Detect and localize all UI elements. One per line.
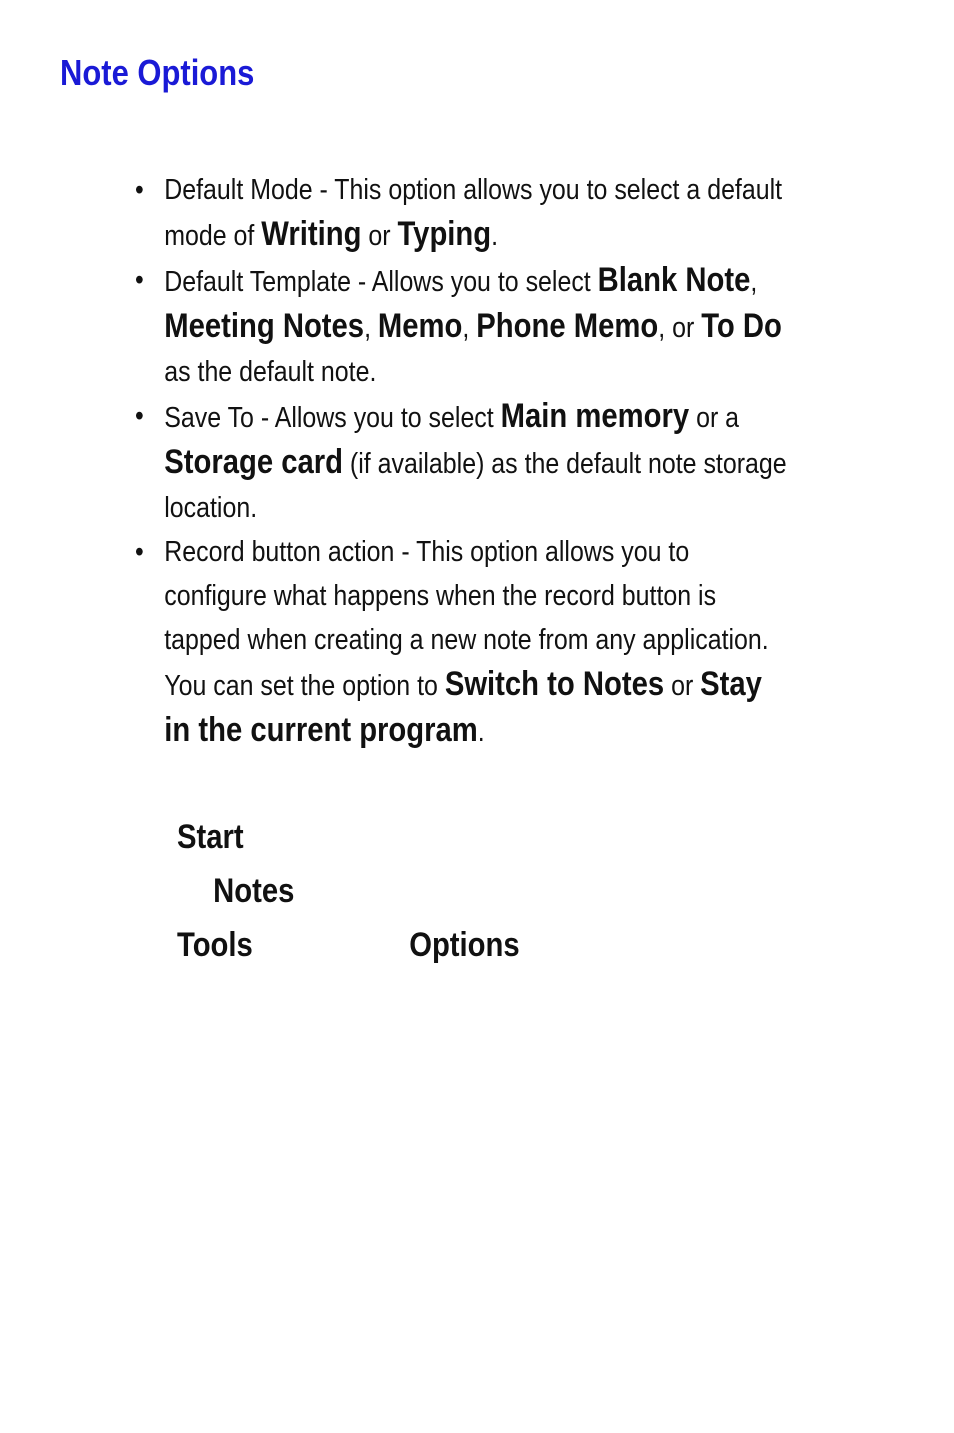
bullet: • (135, 536, 144, 568)
bullet: • (135, 264, 144, 296)
option-bold-meeting-notes: Meeting Notes (164, 307, 365, 345)
option-text: Default Template - Allows you to select (164, 266, 598, 298)
option-text: as the default note. (164, 356, 377, 388)
option-bold-switch-to-notes: Switch to Notes (444, 665, 665, 703)
option-text: Record button action - This option allows you to configure what happens when the record button is tapped when creating a new note from any application. You can set the option to (164, 536, 769, 702)
option-bold-stay-in-program: Stay in the current program (164, 665, 762, 749)
option-text: Save To - Allows you to select (164, 402, 501, 434)
option-bold-phone-memo: Phone Memo (476, 307, 659, 345)
option-text: or (664, 670, 701, 702)
option-bold-to-do: To Do (701, 307, 782, 345)
option-bold-blank-note: Blank Note (597, 261, 751, 299)
bullet: • (135, 400, 144, 432)
option-record-button-action (135, 530, 789, 754)
path-options: Options (409, 926, 520, 964)
path-tools: Tools (177, 926, 253, 964)
option-bold-typing: Typing (397, 215, 492, 253)
option-default-template (135, 258, 789, 394)
page-title: Note Options (60, 52, 255, 93)
option-save-to (135, 394, 789, 530)
path-notes: Notes (213, 872, 295, 910)
option-text: or (361, 220, 398, 252)
options-list (135, 168, 789, 754)
option-default-mode (135, 168, 789, 258)
option-text: Default Mode - This option allows you to select a default mode of (164, 174, 783, 252)
option-text: , (750, 266, 758, 298)
option-bold-main-memory: Main memory (500, 397, 690, 435)
option-text: or a (689, 402, 740, 434)
option-text: (if available) as the default note storage location. (164, 448, 787, 524)
option-bold-memo: Memo (377, 307, 463, 345)
option-bold-storage-card: Storage card (164, 443, 343, 481)
path-start: Start (177, 818, 244, 856)
option-text: , (364, 312, 378, 344)
option-text: , (462, 312, 477, 344)
option-text: , or (658, 312, 702, 344)
bullet: • (135, 174, 144, 206)
option-text: . (491, 220, 499, 252)
option-text: . (477, 716, 485, 748)
option-bold-writing: Writing (261, 215, 362, 253)
